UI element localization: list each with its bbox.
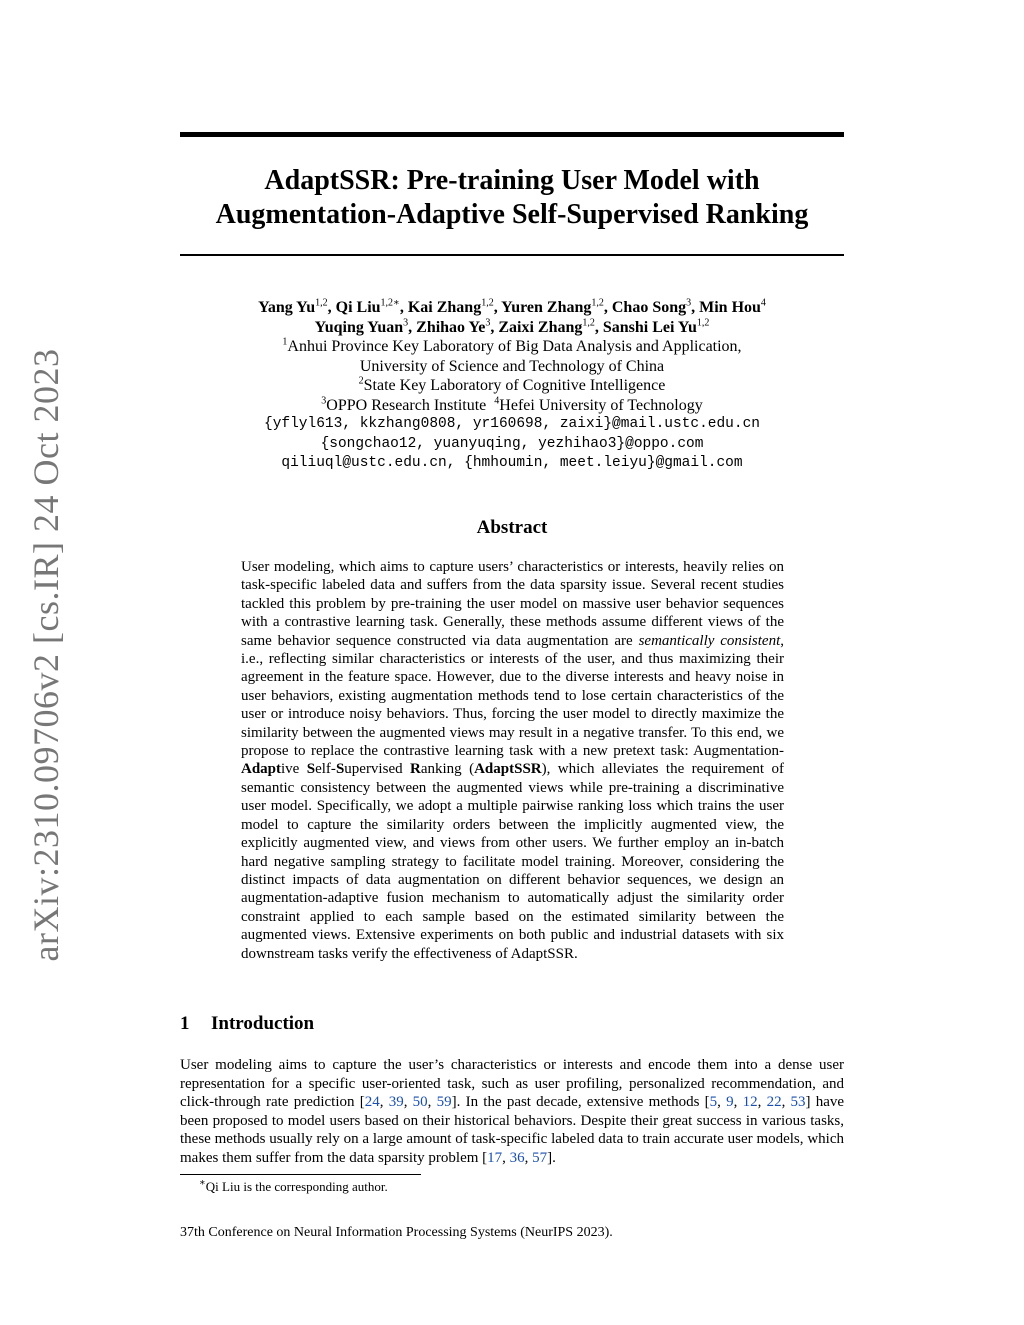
citation-link[interactable]: 17 [487,1149,503,1166]
affiliation-1b: University of Science and Technology of China [359,357,665,375]
citation-link[interactable]: 36 [509,1149,525,1166]
citation-link[interactable]: 53 [790,1094,806,1111]
email-line-3: qiliuql@ustc.edu.cn, {hmhoumin, meet.leiyu}@gmail.com [281,455,743,471]
citation-link[interactable]: 39 [388,1094,404,1111]
citation-link[interactable]: 57 [532,1149,548,1166]
title-bottom-rule [180,254,844,256]
citation-link[interactable]: 59 [436,1094,452,1111]
authors-line-1: Yang Yu$^{1,2}$, Qi Liu$^{1,2∗}$, Kai Zhang$^{1,2}$, Yuren Zhang$^{1,2}$, Chao Song$^3$, Min Hou$^4$ [258,297,766,316]
footnote: ∗Qi Liu is the corresponding author. [199,1177,388,1194]
paper-title: AdaptSSR: Pre-training User Model with Augmentation-Adaptive Self-Supervised Ranking [215,165,809,230]
arxiv-side-label: arXiv:2310.09706v2 [cs.IR] 24 Oct 2023 [26,348,66,962]
abstract-text: User modeling, which aims to capture users’ characteristics or interests, heavily relies on task-specific labeled data and suffers from the data sparsity issue. Several recent studies tackled this problem by pre-training the user model on massive user behavior sequences with a contrastive learning task. Generally, these methods assume different views of the same behavior sequence constructed via data augmentation are semantically consistent, i.e., reflecting similar characteristics or interests of the user, and thus maximizing their agreement in the feature space. However, due to the diverse interests and heavy noise in user behaviors, existing augmentation methods tend to lose certain characteristics of the user or introduce noisy behaviors. Thus, forcing the user model to directly maximize the similarity between the augmented views may result in a negative transfer. To this end, we propose to replace the contrastive learning task with a new pretext task: Augmentation-Adaptive Self-Supervised Ranking (AdaptSSR), which alleviates the requirement of semantic consistency between the augmented views while pre-training a discriminative user model. Specifically, we adopt a multiple pairwise ranking loss which trains the user model to capture the similarity orders between the implicitly augmented view, the explicitly augmented view, and views from other users. We further employ an in-batch hard negative sampling strategy to facilitate model training. Moreover, considering the distinct impacts of data augmentation on different behavior sequences, we design an augmentation-adaptive fusion mechanism to automatically adjust the similarity order constraint applied to each sample based on the estimated similarity between the augmented views. Extensive experiments on both public and industrial datasets with six downstream tasks verify the effectiveness of AdaptSSR. [241,559,785,962]
citation-link[interactable]: 50 [412,1094,428,1111]
citation-link[interactable]: 12 [742,1094,758,1111]
citation-link[interactable]: 9 [726,1094,734,1111]
email-line-1: {yflyl613, kkzhang0808, yr160698, zaixi}@mail.ustc.edu.cn [264,416,760,432]
footnote-rule [180,1174,421,1175]
author-block [180,298,844,474]
abstract-heading: Abstract [476,517,548,538]
citation-link[interactable]: 5 [709,1094,718,1111]
citation-link[interactable]: 24 [364,1094,380,1111]
section-heading-introduction: 1 Introduction [180,1013,315,1034]
affiliation-1: $^1$Anhui Province Key Laboratory of Big Data Analysis and Application, [282,336,742,355]
title-top-rule [180,132,844,137]
affiliation-2: $^2$State Key Laboratory of Cognitive Intelligence [358,375,666,394]
introduction-paragraph: User modeling aims to capture the user’s characteristics or interests and encode them into a dense user representation for a specific user-oriented task, such as user profiling, personalized recommendation, and click-through rate prediction [24, 39, 50, 59]. In the past decade, extensive methods [5, 9, 12, 22, 53] have been proposed to model users based on their historical behaviors. Despite their great success in various tasks, these methods usually rely on a large amount of task-specific labeled data to train accurate user models, which makes them suffer from the data sparsity problem [17, 36, 57]. [180,1057,845,1166]
citation-link[interactable]: 22 [766,1094,782,1111]
email-line-2: {songchao12, yuanyuqing, yezhihao3}@oppo.com [320,435,704,452]
authors-line-2: Yuqing Yuan$^3$, Zhihao Ye$^3$, Zaixi Zhang$^{1,2}$, Sanshi Lei Yu$^{1,2}$ [314,317,710,336]
conference-footer: 37th Conference on Neural Information Processing Systems (NeurIPS 2023). [180,1225,613,1240]
affiliation-3-4: $^3$OPPO Research Institute $^4$Hefei University of Technology [321,395,703,414]
